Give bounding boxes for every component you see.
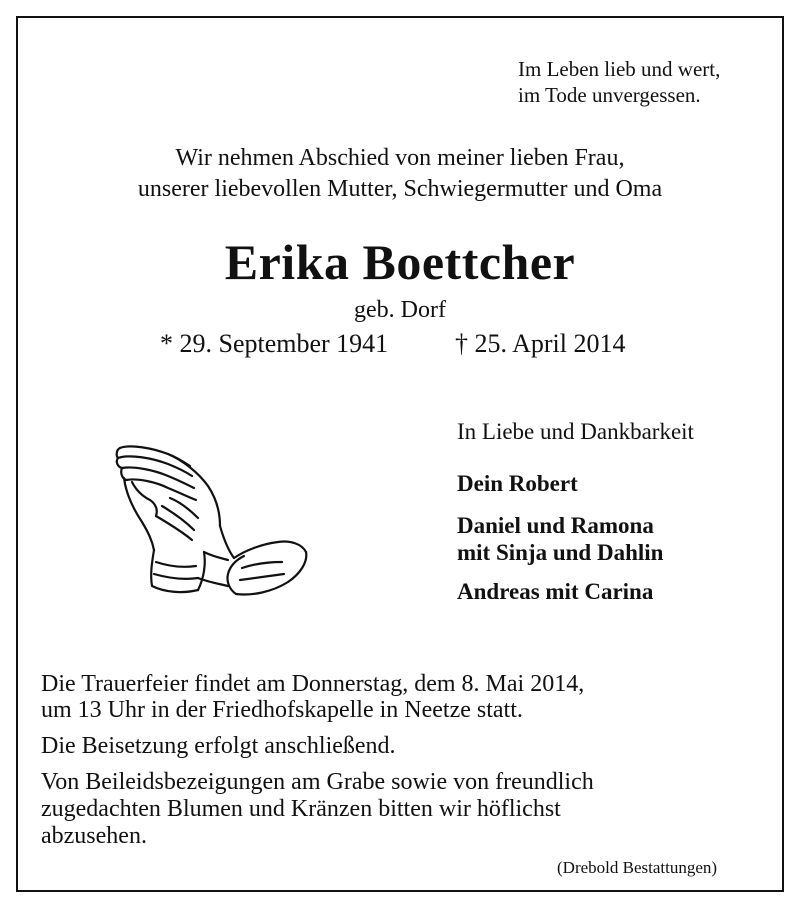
condolence-request-line-1: Von Beileidsbezeigungen am Grabe sowie von freundlich: [41, 769, 594, 795]
intro-line-2: unserer liebevollen Mutter, Schwiegermutter und Oma: [137, 176, 663, 202]
quote-line-1: Im Leben lieb und wert,: [518, 57, 721, 81]
deceased-name: Erika Boettcher: [224, 234, 576, 290]
mourner-line-1: Dein Robert: [457, 471, 578, 496]
burial-note: Die Beisetzung erfolgt anschließend.: [41, 733, 396, 759]
death-date: † 25. April 2014: [455, 329, 626, 358]
mourners-greeting: In Liebe und Dankbarkeit: [457, 419, 694, 444]
mourner-line-2: Daniel und Ramona: [457, 513, 654, 538]
mourner-line-3: mit Sinja und Dahlin: [457, 540, 664, 565]
praying-hands-icon: [112, 440, 312, 600]
birth-date: * 29. September 1941: [160, 329, 389, 358]
condolence-request-line-2: zugedachten Blumen und Kränzen bitten wir höflichst: [41, 796, 561, 822]
service-details-line-1: Die Trauerfeier findet am Donnerstag, dem 8. Mai 2014,: [41, 671, 585, 697]
service-details-line-2: um 13 Uhr in der Friedhofskapelle in Neetze statt.: [41, 697, 523, 723]
funeral-home-credit: (Drebold Bestattungen): [557, 858, 718, 877]
intro-line-1: Wir nehmen Abschied von meiner lieben Frau,: [175, 145, 625, 171]
mourner-line-4: Andreas mit Carina: [457, 579, 654, 604]
condolence-request-line-3: abzusehen.: [41, 823, 147, 849]
maiden-name: geb. Dorf: [354, 297, 446, 323]
memorial-quote: [518, 56, 720, 108]
quote-line-2: im Tode unvergessen.: [518, 83, 701, 107]
farewell-intro: [0, 143, 800, 205]
